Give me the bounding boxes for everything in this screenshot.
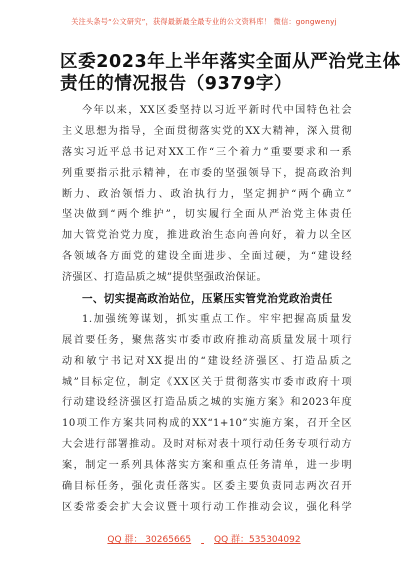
document-title — [60, 51, 401, 95]
section-heading: 一、切实提高政治站位，压紧压实管党治党政治责任 — [82, 293, 333, 306]
paragraph-line: 区委常委会扩大会议暨十项行动工作推动会议，强化科学 — [62, 501, 352, 513]
paragraph-line: 展首要任务，聚焦落实市委市政府推动高质量发展十项行 — [62, 334, 352, 346]
paragraph-line: 案，制定一系列具体落实方案和重点任务清单，进一步明 — [62, 460, 352, 472]
document-body — [62, 101, 352, 519]
header-banner — [0, 17, 408, 27]
title-line-1: 区委2023年上半年落实全面从严治党主体 — [60, 52, 401, 72]
paragraph-line: 主义思想为指导，全面贯彻落实党的XX大精神，深入贯彻 — [62, 125, 352, 137]
paragraph-line: 城”目标定位，制定《XX区关于贯彻落实市委市政府十项 — [62, 376, 352, 388]
paragraph-line: 各领域各方面党的建设全面进步、全面过硬，为“建设经 — [62, 251, 352, 263]
paragraph-line: 济强区、打造品质之城”提供坚强政治保证。 — [62, 272, 267, 284]
paragraph-line: 断力、政治领悟力、政治执行力，坚定拥护“两个确立” — [62, 188, 352, 200]
paragraph-line: 确目标任务，强化责任落实。区委主要负责同志两次召开 — [62, 481, 352, 493]
paragraph-line: 列重要指示批示精神，在市委的坚强领导下，提高政治判 — [62, 167, 352, 179]
qq-group-1[interactable]: QQ 群： 30265665 — [107, 535, 192, 545]
paragraph-line: 坚决做到“两个维护”，切实履行全面从严治党主体责任 — [62, 209, 352, 221]
paragraph-line: 落实习近平总书记对XX工作“三个着力”重要要求和一系 — [62, 146, 352, 158]
title-line-2: 责任的情况报告（9379字） — [60, 74, 293, 94]
paragraph-line: 加大管党治党力度，推进政治生态向善向好，着力以全区 — [62, 230, 352, 242]
paragraph-line: 1.加强统筹谋划，抓实重点工作。牢牢把握高质量发 — [82, 313, 352, 325]
paragraph-line: 10项工作方案共同构成的XX“1+10”实施方案，召开全区 — [62, 418, 352, 430]
paragraph-line: 行动建设经济强区打造品质之城的实施方案》和2023年度 — [62, 397, 352, 409]
banner-text: 关注头条号“公文研究”，获得最新最全最专业的公文资料库！ 微信：gongwenyj — [71, 17, 337, 26]
paragraph-line: 大会进行部署推动。及时对标对表十项行动任务专项行动方 — [62, 439, 352, 451]
qq-group-2[interactable]: QQ 群：535304092 — [214, 535, 301, 545]
paragraph-line: 今年以来，XX区委坚持以习近平新时代中国特色社会 — [82, 105, 352, 116]
paragraph-line: 动和敏宁书记对XX提出的“建设经济强区、打造品质之 — [62, 355, 352, 367]
footer-contact — [0, 532, 408, 545]
